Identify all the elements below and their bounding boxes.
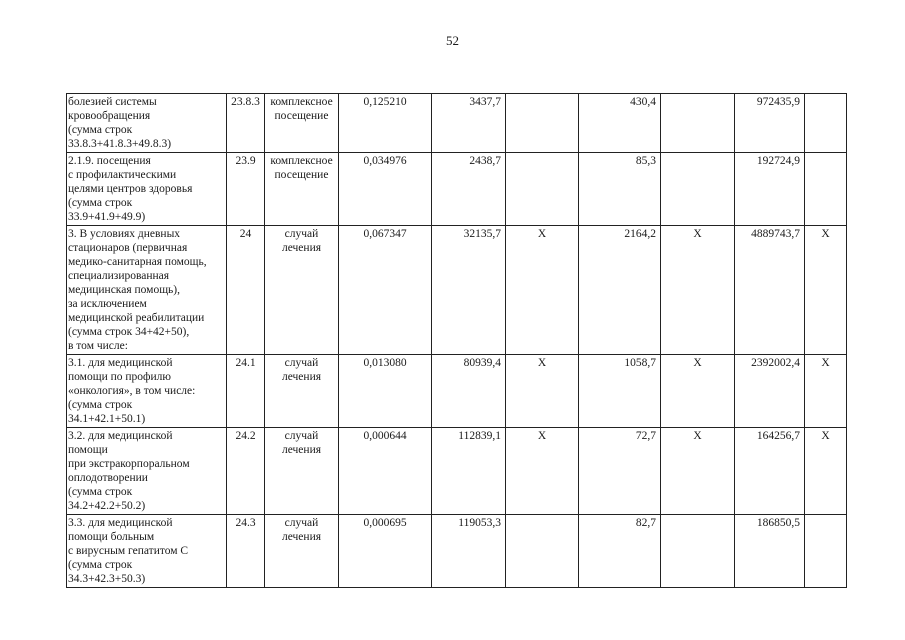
per-capita-cell: 2164,2 <box>579 226 661 355</box>
unit-line: случай <box>284 517 319 529</box>
total-cell: 972435,9 <box>735 94 805 153</box>
value-cell: X <box>805 226 847 355</box>
total-cell: 2392002,4 <box>735 355 805 428</box>
row-name-line: стационаров (первичная <box>68 242 188 254</box>
norm-cost-cell: 112839,1 <box>432 428 506 515</box>
unit-line: посещение <box>274 169 329 181</box>
value-cell <box>661 94 735 153</box>
value-cell: X <box>661 355 735 428</box>
value-cell <box>506 515 579 588</box>
row-name-line: (сумма строк <box>68 399 133 411</box>
row-name-line: оплодотворении <box>68 472 148 484</box>
unit-line: лечения <box>281 371 322 383</box>
unit-line: случай <box>284 430 319 442</box>
row-name-line: помощи больным <box>68 531 155 543</box>
row-number-cell: 23.8.3 <box>227 94 265 153</box>
value-cell: X <box>805 428 847 515</box>
value-cell: X <box>506 355 579 428</box>
value-cell: X <box>506 428 579 515</box>
row-name-line: 3.3. для медицинской <box>68 517 173 529</box>
per-capita-cell: 72,7 <box>579 428 661 515</box>
row-name-line: (сумма строк 34+42+50), <box>68 326 190 338</box>
page-number: 52 <box>446 33 459 48</box>
norm-cost-cell: 80939,4 <box>432 355 506 428</box>
row-name-line: медико-санитарная помощь, <box>68 256 207 268</box>
norm-cost-cell: 32135,7 <box>432 226 506 355</box>
per-capita-cell: 1058,7 <box>579 355 661 428</box>
value-cell <box>805 153 847 226</box>
table-row <box>67 94 847 153</box>
row-name-line: 34.1+42.1+50.1) <box>68 413 146 425</box>
row-name-line: (сумма строк <box>68 559 133 571</box>
total-cell: 186850,5 <box>735 515 805 588</box>
norm-volume-cell: 0,125210 <box>339 94 432 153</box>
total-cell: 4889743,7 <box>735 226 805 355</box>
per-capita-cell: 430,4 <box>579 94 661 153</box>
norm-volume-cell: 0,034976 <box>339 153 432 226</box>
row-name-line: 3. В условиях дневных <box>68 228 181 240</box>
row-name-line: медицинской реабилитации <box>68 312 205 324</box>
row-name-line: за исключением <box>68 298 147 310</box>
unit-cell <box>265 226 339 355</box>
row-name-line: 3.1. для медицинской <box>68 357 173 369</box>
row-name-line: целями центров здоровья <box>68 183 193 195</box>
norm-volume-cell: 0,067347 <box>339 226 432 355</box>
row-name-cell <box>67 226 227 355</box>
row-name-cell <box>67 515 227 588</box>
table-row <box>67 226 847 355</box>
row-name-line: с профилактическими <box>68 169 177 181</box>
norm-cost-cell: 2438,7 <box>432 153 506 226</box>
norm-cost-cell: 119053,3 <box>432 515 506 588</box>
row-number-cell: 24.2 <box>227 428 265 515</box>
row-number-cell: 24.3 <box>227 515 265 588</box>
table-row <box>67 153 847 226</box>
unit-cell <box>265 515 339 588</box>
value-cell: X <box>506 226 579 355</box>
unit-line: лечения <box>281 242 322 254</box>
row-name-line: 34.2+42.2+50.2) <box>68 500 146 512</box>
table-row <box>67 355 847 428</box>
total-cell: 192724,9 <box>735 153 805 226</box>
unit-cell <box>265 153 339 226</box>
unit-cell <box>265 94 339 153</box>
row-name-line: «онкология», в том числе: <box>68 385 196 397</box>
unit-line: случай <box>284 357 319 369</box>
value-cell <box>661 153 735 226</box>
norm-volume-cell: 0,013080 <box>339 355 432 428</box>
row-name-line: 33.9+41.9+49.9) <box>68 211 146 223</box>
value-cell: X <box>661 226 735 355</box>
row-name-line: 34.3+42.3+50.3) <box>68 573 146 585</box>
norm-volume-cell: 0,000695 <box>339 515 432 588</box>
row-name-line: (сумма строк <box>68 486 133 498</box>
row-number-cell: 24 <box>227 226 265 355</box>
table-row <box>67 428 847 515</box>
row-name-line: (сумма строк <box>68 124 133 136</box>
row-name-cell <box>67 428 227 515</box>
value-cell <box>506 153 579 226</box>
value-cell: X <box>661 428 735 515</box>
row-number-cell: 23.9 <box>227 153 265 226</box>
per-capita-cell: 82,7 <box>579 515 661 588</box>
per-capita-cell: 85,3 <box>579 153 661 226</box>
value-cell: X <box>805 355 847 428</box>
total-cell: 164256,7 <box>735 428 805 515</box>
unit-line: посещение <box>274 110 329 122</box>
row-name-line: в том числе: <box>68 340 128 352</box>
unit-line: лечения <box>281 531 322 543</box>
value-cell <box>805 515 847 588</box>
unit-line: комплексное <box>270 155 333 167</box>
row-name-cell <box>67 94 227 153</box>
value-cell <box>805 94 847 153</box>
norm-cost-cell: 3437,7 <box>432 94 506 153</box>
unit-line: комплексное <box>270 96 333 108</box>
unit-cell <box>265 428 339 515</box>
row-name-line: 3.2. для медицинской <box>68 430 173 442</box>
row-name-line: специализированная <box>68 270 170 282</box>
table-row <box>67 515 847 588</box>
row-name-line: помощи по профилю <box>68 371 171 383</box>
data-table <box>66 93 847 588</box>
row-name-line: 2.1.9. посещения <box>68 155 151 167</box>
row-name-cell <box>67 153 227 226</box>
unit-line: случай <box>284 228 319 240</box>
row-name-line: при экстракорпоральном <box>68 458 190 470</box>
value-cell <box>506 94 579 153</box>
row-name-line: кровообращения <box>68 110 151 122</box>
row-number-cell: 24.1 <box>227 355 265 428</box>
row-name-cell <box>67 355 227 428</box>
value-cell <box>661 515 735 588</box>
row-name-line: с вирусным гепатитом С <box>68 545 189 557</box>
row-name-line: медицинская помощь), <box>68 284 181 296</box>
row-name-line: (сумма строк <box>68 197 133 209</box>
row-name-line: болезией системы <box>68 96 157 108</box>
norm-volume-cell: 0,000644 <box>339 428 432 515</box>
unit-line: лечения <box>281 444 322 456</box>
row-name-line: 33.8.3+41.8.3+49.8.3) <box>68 138 172 150</box>
unit-cell <box>265 355 339 428</box>
row-name-line: помощи <box>68 444 108 456</box>
